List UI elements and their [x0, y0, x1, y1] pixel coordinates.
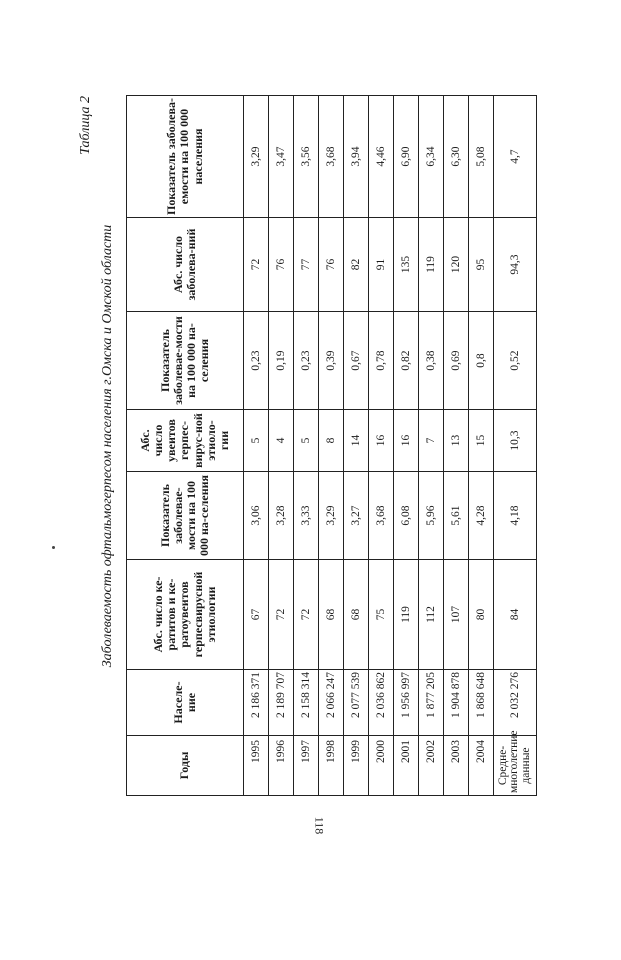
table-caption: Заболеваемость офтальмогерпесом населения г.Омска и Омской области: [100, 224, 115, 668]
table-cell: 107: [444, 560, 469, 670]
table-cell: 1999: [344, 736, 369, 796]
table-row: [269, 96, 294, 796]
table-cell: 95: [469, 218, 494, 312]
table-cell: 4: [269, 410, 294, 472]
table-cell: 68: [319, 560, 344, 670]
table-cell: 7: [419, 410, 444, 472]
table-cell: 119: [394, 560, 419, 670]
column-header: Абс. число увеитов герпес-вирус-ной этиоло-гии: [127, 410, 244, 472]
table-cell: 3,28: [269, 472, 294, 560]
table-cell: 16: [369, 410, 394, 472]
table-cell: 2 032 276: [494, 670, 537, 736]
table-cell: 77: [294, 218, 319, 312]
column-header: Абс. число заболева-ний: [127, 218, 244, 312]
table-cell: 0,8: [469, 312, 494, 410]
table-row: [244, 96, 269, 796]
table-cell: 0,23: [294, 312, 319, 410]
table-cell: 6,90: [394, 96, 419, 218]
table-cell: 1 904 878: [444, 670, 469, 736]
table-cell: Средне-многолетние данные: [494, 736, 537, 796]
table-cell: 0,38: [419, 312, 444, 410]
table-cell: 3,68: [319, 96, 344, 218]
table-average-row: [494, 96, 537, 796]
table-cell: 82: [344, 218, 369, 312]
table-cell: 16: [394, 410, 419, 472]
table-cell: 1997: [294, 736, 319, 796]
table-cell: 3,68: [369, 472, 394, 560]
table-cell: 2002: [419, 736, 444, 796]
table-cell: 0,52: [494, 312, 537, 410]
table-cell: 1 877 205: [419, 670, 444, 736]
table-cell: 8: [319, 410, 344, 472]
table-row: [294, 96, 319, 796]
table-cell: 3,94: [344, 96, 369, 218]
table-row: [394, 96, 419, 796]
scan-speck: [52, 546, 55, 549]
table-cell: 3,29: [244, 96, 269, 218]
table-cell: 0,69: [444, 312, 469, 410]
table-cell: 4,7: [494, 96, 537, 218]
table-cell: 5: [294, 410, 319, 472]
table-cell: 80: [469, 560, 494, 670]
table-cell: 6,08: [394, 472, 419, 560]
column-header: Населе-ние: [127, 670, 244, 736]
table-cell: 0,23: [244, 312, 269, 410]
table-cell: 5,61: [444, 472, 469, 560]
table-cell: 3,47: [269, 96, 294, 218]
table-cell: 1 868 648: [469, 670, 494, 736]
table-cell: 120: [444, 218, 469, 312]
column-header: Показатель заболева-емости на 100 000 населения: [127, 96, 244, 218]
column-header: Показатель заболевае-мости на 100 000 на-селения: [127, 312, 244, 410]
table-cell: 119: [419, 218, 444, 312]
rotated-table-block: [78, 96, 598, 796]
table-cell: 2003: [444, 736, 469, 796]
table-cell: 2 189 707: [269, 670, 294, 736]
table-cell: 2 158 314: [294, 670, 319, 736]
table-cell: 94,3: [494, 218, 537, 312]
table-cell: 75: [369, 560, 394, 670]
table-cell: 3,27: [344, 472, 369, 560]
table-row: [419, 96, 444, 796]
table-cell: 1996: [269, 736, 294, 796]
table-cell: 0,82: [394, 312, 419, 410]
table-cell: 72: [269, 560, 294, 670]
table-row: [319, 96, 344, 796]
table-cell: 2 036 862: [369, 670, 394, 736]
table-cell: 0,19: [269, 312, 294, 410]
table-row: [344, 96, 369, 796]
table-cell: 14: [344, 410, 369, 472]
table-cell: 1998: [319, 736, 344, 796]
table-cell: 84: [494, 560, 537, 670]
table-cell: 1 956 997: [394, 670, 419, 736]
table-cell: 6,34: [419, 96, 444, 218]
table-cell: 5,96: [419, 472, 444, 560]
table-cell: 76: [319, 218, 344, 312]
table-cell: 112: [419, 560, 444, 670]
table-row: [444, 96, 469, 796]
incidence-table: [126, 95, 537, 796]
table-cell: 68: [344, 560, 369, 670]
table-cell: 0,78: [369, 312, 394, 410]
table-cell: 2 066 247: [319, 670, 344, 736]
table-header-row: [127, 96, 244, 796]
table-cell: 2 077 539: [344, 670, 369, 736]
table-cell: 2001: [394, 736, 419, 796]
table-cell: 6,30: [444, 96, 469, 218]
table-cell: 72: [294, 560, 319, 670]
column-header: Абс. число ке-ратитов и ке-ратоувеитов герпесвирусной этиологии: [127, 560, 244, 670]
table-cell: 5: [244, 410, 269, 472]
table-cell: 5,08: [469, 96, 494, 218]
table-cell: 2 186 371: [244, 670, 269, 736]
table-cell: 2000: [369, 736, 394, 796]
page-number: 118: [312, 816, 327, 835]
table-row: [469, 96, 494, 796]
table-cell: 15: [469, 410, 494, 472]
table-cell: 4,46: [369, 96, 394, 218]
table-cell: 3,56: [294, 96, 319, 218]
table-cell: 135: [394, 218, 419, 312]
table-cell: 1995: [244, 736, 269, 796]
table-cell: 76: [269, 218, 294, 312]
table-cell: 4,28: [469, 472, 494, 560]
table-cell: 67: [244, 560, 269, 670]
table-cell: 3,06: [244, 472, 269, 560]
table-cell: 3,33: [294, 472, 319, 560]
table-cell: 2004: [469, 736, 494, 796]
table-cell: 72: [244, 218, 269, 312]
column-header: Показатель заболевае-мости на 100 000 на-селения: [127, 472, 244, 560]
table-cell: 0,67: [344, 312, 369, 410]
column-header: Годы: [127, 736, 244, 796]
table-label: Таблица 2: [78, 96, 93, 155]
table-cell: 0,39: [319, 312, 344, 410]
table-cell: 3,29: [319, 472, 344, 560]
table-cell: 10,3: [494, 410, 537, 472]
table-cell: 91: [369, 218, 394, 312]
table-cell: 4,18: [494, 472, 537, 560]
table-row: [369, 96, 394, 796]
table-cell: 13: [444, 410, 469, 472]
